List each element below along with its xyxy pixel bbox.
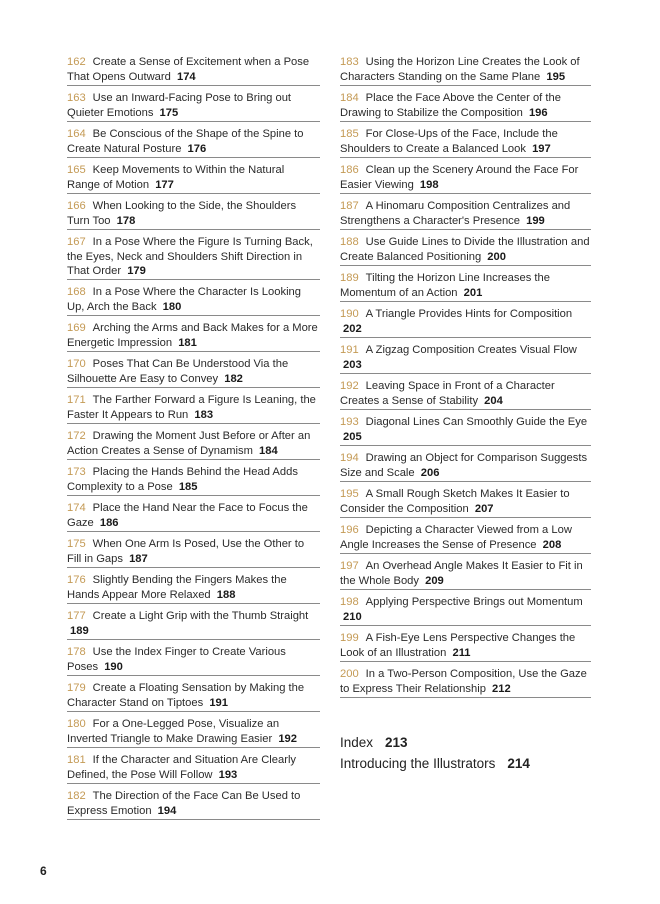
entry-title: Poses That Can Be Understood Via the Silhouette Are Easy to Convey	[67, 358, 289, 385]
entry-number: 187	[340, 200, 359, 212]
toc-entry	[340, 518, 591, 554]
entry-number: 196	[340, 524, 359, 536]
entry-page-number: 177	[155, 178, 174, 191]
entry-title: Create a Floating Sensation by Making the Character Stand on Tiptoes	[67, 682, 305, 709]
toc-entry	[340, 302, 591, 338]
entry-number: 191	[340, 344, 359, 356]
illustrators-page: 214	[507, 756, 530, 771]
entry-title: Create a Light Grip with the Thumb Straight	[92, 610, 309, 622]
entry-number: 167	[67, 236, 86, 248]
entry-page-number: 210	[343, 610, 362, 623]
entry-title: A Hinomaru Composition Centralizes and Strengthens a Character's Presence	[340, 200, 571, 227]
toc-entry	[67, 712, 320, 748]
entry-page-number: 201	[463, 286, 483, 299]
entry-page-number: 206	[420, 466, 440, 479]
toc-entry	[340, 194, 591, 230]
entry-number: 192	[340, 380, 359, 392]
entry-number: 164	[67, 128, 86, 140]
entry-number: 176	[67, 574, 86, 586]
entry-title: Place the Face Above the Center of the Drawing to Stabilize the Composition	[340, 92, 561, 119]
entry-page-number: 193	[218, 768, 238, 781]
entry-number: 190	[340, 308, 359, 320]
entry-title: Use an Inward-Facing Pose to Bring out Quieter Emotions	[67, 92, 292, 119]
entry-page-number: 176	[187, 142, 207, 155]
toc-entry	[67, 230, 320, 280]
entry-number: 165	[67, 164, 86, 176]
toc-entry	[67, 604, 320, 640]
entry-number: 182	[67, 790, 86, 802]
index-entry	[340, 735, 408, 750]
entry-number: 172	[67, 430, 86, 442]
entry-number: 183	[340, 56, 359, 68]
entry-number: 199	[340, 632, 359, 644]
entry-page-number: 200	[487, 250, 506, 263]
entry-title: The Direction of the Face Can Be Used to Express Emotion	[67, 790, 301, 817]
entry-number: 178	[67, 646, 86, 658]
illustrators-entry	[340, 756, 530, 771]
entry-page-number: 175	[159, 106, 179, 119]
toc-entry	[340, 86, 591, 122]
entry-number: 198	[340, 596, 359, 608]
toc-entry	[340, 374, 591, 410]
entry-number: 168	[67, 286, 86, 298]
toc-entry	[67, 532, 320, 568]
entry-number: 162	[67, 56, 86, 68]
entry-title: Depicting a Character Viewed from a Low Angle Increases the Sense of Presence	[340, 524, 572, 551]
entry-page-number: 205	[343, 430, 362, 443]
entry-number: 188	[340, 236, 359, 248]
entry-page-number: 211	[452, 646, 471, 659]
toc-entry	[67, 676, 320, 712]
entry-number: 200	[340, 668, 359, 680]
toc-entry	[67, 316, 320, 352]
entry-title: An Overhead Angle Makes It Easier to Fit in the Whole Body	[340, 560, 583, 587]
toc-entry	[340, 158, 591, 194]
toc-entry	[340, 662, 591, 698]
toc-entry	[67, 496, 320, 532]
toc-entry	[67, 194, 320, 230]
entry-title: A Small Rough Sketch Makes It Easier to Consider the Composition	[340, 488, 570, 515]
entry-page-number: 188	[216, 588, 236, 601]
toc-entry	[67, 460, 320, 496]
entry-page-number: 208	[542, 538, 562, 551]
entry-number: 166	[67, 200, 86, 212]
entry-page-number: 185	[178, 480, 198, 493]
index-page: 213	[385, 735, 408, 750]
entry-page-number: 192	[278, 732, 297, 745]
entry-page-number: 209	[425, 574, 444, 587]
entry-page-number: 195	[546, 70, 566, 83]
toc-entry	[67, 748, 320, 784]
entry-page-number: 186	[99, 516, 119, 529]
toc-entry	[67, 86, 320, 122]
entry-number: 184	[340, 92, 359, 104]
entry-page-number: 179	[127, 265, 146, 278]
entry-title: Placing the Hands Behind the Head Adds Complexity to a Pose	[67, 466, 298, 493]
entry-number: 197	[340, 560, 359, 572]
entry-page-number: 189	[70, 624, 89, 637]
entry-title: A Zigzag Composition Creates Visual Flow	[365, 344, 577, 356]
toc-entry	[67, 568, 320, 604]
entry-title: Diagonal Lines Can Smoothly Guide the Eye	[365, 416, 588, 428]
entry-title: Place the Hand Near the Face to Focus the Gaze	[67, 502, 308, 529]
entry-number: 169	[67, 322, 86, 334]
toc-right-column	[340, 50, 591, 698]
entry-page-number: 198	[419, 178, 439, 191]
entry-title: In a Pose Where the Figure Is Turning Back, the Eyes, Neck and Shoulders Shift Direction in That Order	[67, 236, 313, 278]
entry-page-number: 203	[343, 358, 362, 371]
entry-number: 177	[67, 610, 86, 622]
toc-entry	[340, 266, 591, 302]
toc-entry	[340, 50, 591, 86]
entry-title: For Close-Ups of the Face, Include the Shoulders to Create a Balanced Look	[340, 128, 558, 155]
entry-page-number: 191	[209, 696, 228, 709]
entry-title: Drawing an Object for Comparison Suggests Size and Scale	[340, 452, 588, 479]
entry-number: 185	[340, 128, 359, 140]
entry-page-number: 187	[129, 552, 148, 565]
entry-title: Tilting the Horizon Line Increases the Momentum of an Action	[340, 272, 550, 299]
entry-title: Slightly Bending the Fingers Makes the Hands Appear More Relaxed	[67, 574, 287, 601]
entry-title: In a Pose Where the Character Is Looking Up, Arch the Back	[67, 286, 301, 313]
toc-entry	[340, 338, 591, 374]
entry-page-number: 178	[116, 214, 136, 227]
toc-entry	[67, 352, 320, 388]
entry-title: Drawing the Moment Just Before or After an Action Creates a Sense of Dynamism	[67, 430, 311, 457]
entry-page-number: 184	[259, 444, 278, 457]
entry-page-number: 174	[176, 70, 196, 83]
index-title: Index	[340, 735, 374, 750]
entry-title: When Looking to the Side, the Shoulders Turn Too	[67, 200, 297, 227]
entry-page-number: 204	[484, 394, 503, 407]
entry-title: In a Two-Person Composition, Use the Gaze to Express Their Relationship	[340, 668, 587, 695]
entry-page-number: 181	[178, 336, 197, 349]
entry-number: 189	[340, 272, 359, 284]
entry-number: 174	[67, 502, 86, 514]
entry-number: 173	[67, 466, 86, 478]
entry-number: 181	[67, 754, 86, 766]
entry-title: Use the Index Finger to Create Various Poses	[67, 646, 286, 673]
entry-number: 194	[340, 452, 359, 464]
entry-page-number: 182	[224, 372, 243, 385]
entry-title: If the Character and Situation Are Clearly Defined, the Pose Will Follow	[67, 754, 297, 781]
entry-page-number: 199	[526, 214, 545, 227]
entry-title: When One Arm Is Posed, Use the Other to Fill in Gaps	[67, 538, 305, 565]
entry-page-number: 183	[194, 408, 214, 421]
entry-title: A Fish-Eye Lens Perspective Changes the Look of an Illustration	[340, 632, 576, 659]
entry-title: Arching the Arms and Back Makes for a More Energetic Impression	[67, 322, 318, 349]
toc-entry	[67, 784, 320, 820]
toc-entry	[67, 388, 320, 424]
entry-page-number: 180	[162, 300, 182, 313]
entry-title: Create a Sense of Excitement when a Pose That Opens Outward	[67, 56, 310, 83]
entry-page-number: 194	[157, 804, 177, 817]
illustrators-title: Introducing the Illustrators	[340, 756, 496, 771]
entry-title: Clean up the Scenery Around the Face For Easier Viewing	[340, 164, 579, 191]
toc-entry	[340, 122, 591, 158]
entry-title: A Triangle Provides Hints for Composition	[365, 308, 573, 320]
entry-title: Keep Movements to Within the Natural Range of Motion	[67, 164, 285, 191]
entry-page-number: 212	[492, 682, 511, 695]
entry-number: 171	[67, 394, 86, 406]
entry-page-number: 202	[343, 322, 362, 335]
entry-title: Be Conscious of the Shape of the Spine to Create Natural Posture	[67, 128, 304, 155]
entry-number: 193	[340, 416, 359, 428]
toc-entry	[340, 482, 591, 518]
entry-title: Leaving Space in Front of a Character Creates a Sense of Stability	[340, 380, 555, 407]
entry-title: Applying Perspective Brings out Momentum	[365, 596, 583, 608]
toc-entry	[340, 230, 591, 266]
toc-entry	[67, 280, 320, 316]
toc-entry	[340, 446, 591, 482]
entry-page-number: 196	[528, 106, 548, 119]
entry-number: 175	[67, 538, 86, 550]
toc-entry	[67, 640, 320, 676]
entry-number: 180	[67, 718, 86, 730]
entry-title: Use Guide Lines to Divide the Illustration and Create Balanced Positioning	[340, 236, 590, 263]
toc-entry	[340, 590, 591, 626]
toc-entry	[340, 626, 591, 662]
toc-entry	[67, 50, 320, 86]
entry-page-number: 190	[104, 660, 123, 673]
entry-number: 195	[340, 488, 359, 500]
entry-number: 170	[67, 358, 86, 370]
toc-entry	[67, 424, 320, 460]
toc-entry	[67, 122, 320, 158]
entry-page-number: 197	[532, 142, 551, 155]
page-number: 6	[40, 864, 47, 878]
entry-number: 179	[67, 682, 86, 694]
toc-entry	[340, 554, 591, 590]
toc-left-column	[67, 50, 320, 820]
entry-title: For a One-Legged Pose, Visualize an Inverted Triangle to Make Drawing Easier	[67, 718, 280, 745]
entry-number: 186	[340, 164, 359, 176]
entry-title: Using the Horizon Line Creates the Look of Characters Standing on the Same Plane	[340, 56, 580, 83]
toc-entry	[67, 158, 320, 194]
entry-page-number: 207	[474, 502, 494, 515]
entry-title: The Farther Forward a Figure Is Leaning, the Faster It Appears to Run	[67, 394, 316, 421]
toc-entry	[340, 410, 591, 446]
entry-number: 163	[67, 92, 86, 104]
